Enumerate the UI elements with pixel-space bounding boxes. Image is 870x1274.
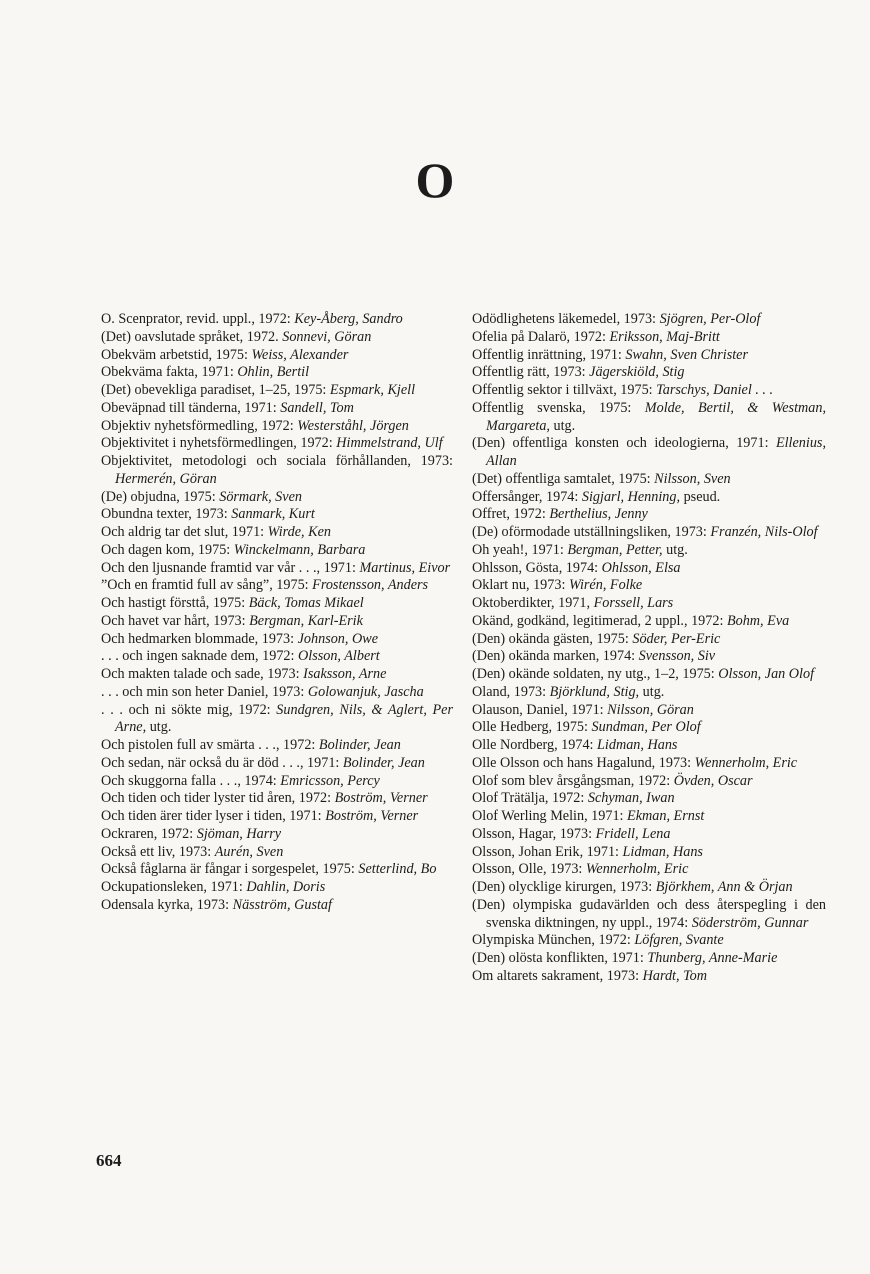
index-entry — [472, 506, 826, 524]
index-entry — [101, 400, 453, 418]
entry-author: Golowanjuk, Jascha — [307, 683, 424, 700]
entry-author: Himmelstrand, Ulf — [336, 435, 443, 452]
entry-title: (Den) okände soldaten, ny utg., 1–2, 1975: — [472, 666, 719, 682]
entry-title: Och pistolen full av smärta . . ., 1972: — [101, 737, 319, 753]
entry-title: (Den) olycklige kirurgen, 1973: — [472, 879, 656, 895]
entry-title: Objektiv nyhetsförmedling, 1972: — [101, 417, 298, 434]
index-entry — [101, 453, 453, 489]
entry-author: Lidman, Hans — [597, 737, 678, 753]
entry-title: Olympiska München, 1972: — [472, 932, 635, 949]
entry-author: Sundgren, Nils, & Aglert, Per Arne, — [115, 701, 454, 736]
entry-title: Ohlsson, Gösta, 1974: — [472, 559, 602, 576]
index-entry — [472, 755, 826, 773]
index-entry — [472, 524, 826, 542]
entry-title: Och hedmarken blommade, 1973: — [101, 630, 298, 647]
index-entry — [101, 418, 453, 436]
entry-author: Ohlsson, Elsa — [601, 559, 681, 576]
index-entry — [101, 684, 453, 702]
entry-author: Wirén, Folke — [568, 577, 643, 594]
entry-title: Oh yeah!, 1971: — [472, 541, 568, 558]
index-entry — [101, 329, 453, 347]
entry-author: Bolinder, Jean — [318, 737, 401, 753]
entry-author: Eriksson, Maj-Britt — [609, 328, 720, 345]
entry-author: Sanmark, Kurt — [231, 506, 315, 523]
index-entry — [101, 347, 453, 365]
entry-title: ”Och en framtid full av sång”, 1975: — [101, 577, 313, 594]
index-entry — [472, 737, 826, 755]
entry-title: Obundna texter, 1973: — [101, 506, 232, 523]
entry-author: Sundman, Per Olof — [591, 719, 701, 736]
entry-title: Offentlig sektor i tillväxt, 1975: — [472, 382, 657, 398]
entry-title: Objektivitet, metodologi och sociala förhållanden, 1973: — [101, 453, 453, 469]
entry-title: Och tiden och tider lyster tid åren, 1972: — [101, 790, 335, 807]
entry-title: Olsson, Olle, 1973: — [472, 861, 586, 878]
index-entry — [101, 631, 453, 649]
entry-suffix: utg. — [549, 417, 576, 434]
index-entry — [472, 968, 826, 986]
index-entry — [101, 560, 453, 578]
entry-author: Söder, Per-Eric — [632, 630, 721, 647]
entry-title: (De) oförmodade utställningsliken, 1973: — [472, 524, 711, 540]
index-entry — [101, 808, 453, 826]
entry-author: Wirde, Ken — [267, 524, 331, 540]
entry-title: Olle Hedberg, 1975: — [472, 719, 592, 736]
entry-title: . . . och min son heter Daniel, 1973: — [101, 683, 308, 700]
entry-title: Och makten talade och sade, 1973: — [101, 666, 304, 682]
entry-title: (Den) offentliga konsten och ideologierna, 1971: — [472, 435, 776, 452]
entry-author: Bergman, Karl-Erik — [249, 612, 363, 629]
entry-title: Olle Olsson och hans Hagalund, 1973: — [472, 754, 695, 771]
right-column — [472, 311, 826, 986]
index-entry — [101, 595, 453, 613]
entry-author: Olsson, Albert — [298, 648, 380, 665]
entry-author: Westerståhl, Jörgen — [297, 417, 409, 434]
entry-title: (Den) olösta konflikten, 1971: — [472, 950, 648, 966]
entry-title: Obekväm arbetstid, 1975: — [101, 346, 252, 363]
entry-title: Offentlig rätt, 1973: — [472, 364, 590, 381]
entry-title: Objektivitet i nyhetsförmedlingen, 1972: — [101, 435, 337, 452]
index-entry — [101, 489, 453, 507]
entry-author: Ekman, Ernst — [627, 808, 705, 824]
entry-author: Hermerén, Göran — [115, 470, 217, 487]
index-entry — [101, 897, 453, 915]
entry-author: Bolinder, Jean — [342, 754, 425, 771]
section-letter: O — [415, 152, 455, 208]
entry-author: Isaksson, Arne — [303, 666, 387, 682]
entry-author: Tarschys, Daniel . . . — [656, 382, 774, 398]
entry-author: Sonnevi, Göran — [282, 328, 372, 345]
entry-author: Aurén, Sven — [214, 843, 284, 860]
entry-author: Bergman, Petter, — [567, 541, 663, 558]
index-entry — [472, 861, 826, 879]
entry-author: Lidman, Hans — [622, 843, 703, 860]
entry-title: (De) objudna, 1975: — [101, 488, 220, 505]
index-entry — [472, 400, 826, 436]
entry-title: (Det) oavslutade språket, 1972. — [101, 328, 283, 345]
entry-author: Espmark, Kjell — [329, 382, 416, 398]
index-entry — [101, 364, 453, 382]
index-entry — [101, 506, 453, 524]
index-entry — [101, 311, 453, 329]
entry-author: Boström, Verner — [325, 808, 419, 824]
left-column — [101, 311, 453, 915]
index-entry — [472, 471, 826, 489]
index-entry — [472, 932, 826, 950]
index-entry — [101, 542, 453, 560]
index-entry — [472, 897, 826, 933]
entry-author: Key-Åberg, Sandro — [294, 311, 403, 327]
entry-title: (Det) offentliga samtalet, 1975: — [472, 470, 655, 487]
entry-author: Swahn, Sven Christer — [625, 346, 748, 363]
entry-author: Frostensson, Anders — [312, 577, 429, 594]
index-entry — [472, 808, 826, 826]
entry-author: Martinus, Eivor — [359, 559, 451, 576]
entry-title: (Den) okända marken, 1974: — [472, 648, 639, 665]
index-entry — [472, 613, 826, 631]
index-entry — [101, 435, 453, 453]
entry-title: Olauson, Daniel, 1971: — [472, 701, 608, 718]
index-entry — [472, 577, 826, 595]
entry-title: Och havet var hårt, 1973: — [101, 612, 250, 629]
entry-author: Sigjarl, Henning, — [581, 488, 681, 505]
entry-suffix: pseud. — [680, 488, 721, 505]
index-entry — [472, 595, 826, 613]
entry-title: Oklart nu, 1973: — [472, 577, 569, 594]
index-entry — [101, 702, 453, 738]
entry-author: Björkhem, Ann & Örjan — [655, 879, 793, 895]
index-entry — [472, 631, 826, 649]
entry-title: Och hastigt försttå, 1975: — [101, 595, 249, 611]
index-entry — [101, 773, 453, 791]
entry-title: Offentlig inrättning, 1971: — [472, 346, 626, 363]
index-entry — [101, 861, 453, 879]
index-entry — [472, 879, 826, 897]
entry-title: O. Scenprator, revid. uppl., 1972: — [101, 311, 295, 327]
entry-author: Björklund, Stig, — [549, 683, 640, 700]
entry-title: Om altarets sakrament, 1973: — [472, 967, 643, 984]
index-entry — [101, 524, 453, 542]
entry-suffix: utg. — [146, 719, 172, 736]
entry-author: Berthelius, Jenny — [549, 506, 648, 523]
entry-author: Schyman, Iwan — [587, 790, 675, 807]
index-entry — [472, 489, 826, 507]
entry-title: Och dagen kom, 1975: — [101, 541, 234, 558]
index-entry — [472, 311, 826, 329]
entry-title: Offentlig svenska, 1975: — [472, 399, 645, 416]
entry-title: Olle Nordberg, 1974: — [472, 737, 598, 753]
entry-author: Molde, Bertil, & Westman, Margareta, — [486, 399, 826, 434]
entry-title: Olof Werling Melin, 1971: — [472, 808, 628, 824]
entry-title: Också fåglarna är fångar i sorgespelet, 1975: — [101, 861, 359, 878]
entry-author: Emricsson, Percy — [280, 772, 380, 789]
entry-author: Sandell, Tom — [280, 399, 354, 416]
index-entry — [472, 684, 826, 702]
index-entry — [472, 347, 826, 365]
entry-title: (Den) okända gästen, 1975: — [472, 630, 633, 647]
entry-title: Okänd, godkänd, legitimerad, 2 uppl., 1972: — [472, 612, 727, 629]
entry-author: Wennerholm, Eric — [694, 754, 798, 771]
entry-title: Också ett liv, 1973: — [101, 843, 215, 860]
entry-author: Sjöman, Harry — [196, 825, 282, 842]
index-entry — [472, 435, 826, 471]
entry-author: Sjögren, Per-Olof — [659, 311, 761, 327]
entry-title: Ockraren, 1972: — [101, 825, 197, 842]
index-entry — [101, 755, 453, 773]
entry-title: Och skuggorna falla . . ., 1974: — [101, 772, 281, 789]
index-entry — [472, 773, 826, 791]
entry-author: Bäck, Tomas Mikael — [248, 595, 364, 611]
index-entry — [472, 719, 826, 737]
entry-author: Forssell, Lars — [593, 595, 674, 611]
index-entry — [472, 329, 826, 347]
entry-title: Och aldrig tar det slut, 1971: — [101, 524, 268, 540]
entry-author: Dahlin, Doris — [246, 879, 326, 895]
entry-author: Winckelmann, Barbara — [233, 541, 366, 558]
index-entry — [472, 364, 826, 382]
entry-author: Svensson, Siv — [638, 648, 716, 665]
entry-author: Thunberg, Anne-Marie — [647, 950, 778, 966]
entry-author: Franzén, Nils-Olof — [710, 524, 818, 540]
entry-author: Nilsson, Sven — [654, 470, 731, 487]
entry-title: . . . och ni sökte mig, 1972: — [101, 701, 277, 718]
index-entry — [101, 382, 453, 400]
entry-author: Setterlind, Bo — [358, 861, 437, 878]
entry-title: . . . och ingen saknade dem, 1972: — [101, 648, 299, 665]
entry-title: (Det) obevekliga paradiset, 1–25, 1975: — [101, 382, 330, 398]
index-entry — [472, 382, 826, 400]
entry-author: Söderström, Gunnar — [691, 914, 809, 931]
index-entry — [101, 879, 453, 897]
entry-title: Ockupationsleken, 1971: — [101, 879, 247, 895]
entry-author: Ohlin, Bertil — [237, 364, 310, 381]
index-entry — [101, 844, 453, 862]
index-entry — [472, 702, 826, 720]
entry-title: Och tiden ärer tider lyser i tiden, 1971: — [101, 808, 326, 824]
index-entry — [101, 577, 453, 595]
entry-title: Obeväpnad till tänderna, 1971: — [101, 399, 281, 416]
entry-author: Wennerholm, Eric — [585, 861, 689, 878]
index-entry — [472, 790, 826, 808]
entry-author: Jägerskiöld, Stig — [589, 364, 685, 381]
entry-author: Sörmark, Sven — [219, 488, 302, 505]
entry-author: Övden, Oscar — [673, 772, 753, 789]
index-entry — [472, 844, 826, 862]
index-entry — [101, 790, 453, 808]
entry-title: Olsson, Johan Erik, 1971: — [472, 843, 623, 860]
entry-author: Johnson, Owe — [297, 630, 378, 647]
entry-suffix: utg. — [639, 683, 665, 700]
entry-title: Odödlighetens läkemedel, 1973: — [472, 311, 660, 327]
entry-title: Och sedan, när också du är död . . ., 1971: — [101, 754, 343, 771]
entry-suffix: utg. — [662, 541, 688, 558]
index-entry — [472, 560, 826, 578]
entry-title: Oland, 1973: — [472, 683, 550, 700]
entry-title: Olsson, Hagar, 1973: — [472, 825, 596, 842]
index-entry — [472, 542, 826, 560]
index-entry — [472, 826, 826, 844]
entry-title: Oktoberdikter, 1971, — [472, 595, 594, 611]
index-entry — [101, 826, 453, 844]
entry-author: Näsström, Gustaf — [232, 896, 332, 913]
entry-title: Offersånger, 1974: — [472, 488, 582, 505]
entry-title: Olof Trätälja, 1972: — [472, 790, 588, 807]
entry-author: Weiss, Alexander — [251, 346, 349, 363]
entry-author: Boström, Verner — [334, 790, 428, 807]
index-entry — [101, 737, 453, 755]
index-entry — [472, 950, 826, 968]
entry-author: Ellenius, Allan — [486, 435, 826, 469]
entry-author: Olsson, Jan Olof — [718, 666, 815, 682]
index-entry — [101, 613, 453, 631]
index-entry — [101, 648, 453, 666]
index-entry — [101, 666, 453, 684]
entry-title: (Den) olympiska gudavärlden och dess återspegling i den svenska diktningen, ny uppl., 1974: — [472, 896, 826, 931]
entry-author: Fridell, Lena — [595, 825, 671, 842]
index-entry — [472, 666, 826, 684]
entry-title: Obekväma fakta, 1971: — [101, 364, 238, 381]
entry-title: Olof som blev årsgångsman, 1972: — [472, 772, 674, 789]
entry-title: Offret, 1972: — [472, 506, 550, 523]
page-number: 664 — [96, 1151, 122, 1170]
entry-author: Bohm, Eva — [726, 612, 790, 629]
entry-title: Och den ljusnande framtid var vår . . ., 1971: — [101, 559, 360, 576]
entry-title: Ofelia på Dalarö, 1972: — [472, 328, 610, 345]
entry-author: Nilsson, Göran — [607, 701, 694, 718]
entry-title: Odensala kyrka, 1973: — [101, 896, 233, 913]
entry-author: Löfgren, Svante — [634, 932, 724, 949]
entry-author: Hardt, Tom — [642, 967, 707, 984]
index-entry — [472, 648, 826, 666]
